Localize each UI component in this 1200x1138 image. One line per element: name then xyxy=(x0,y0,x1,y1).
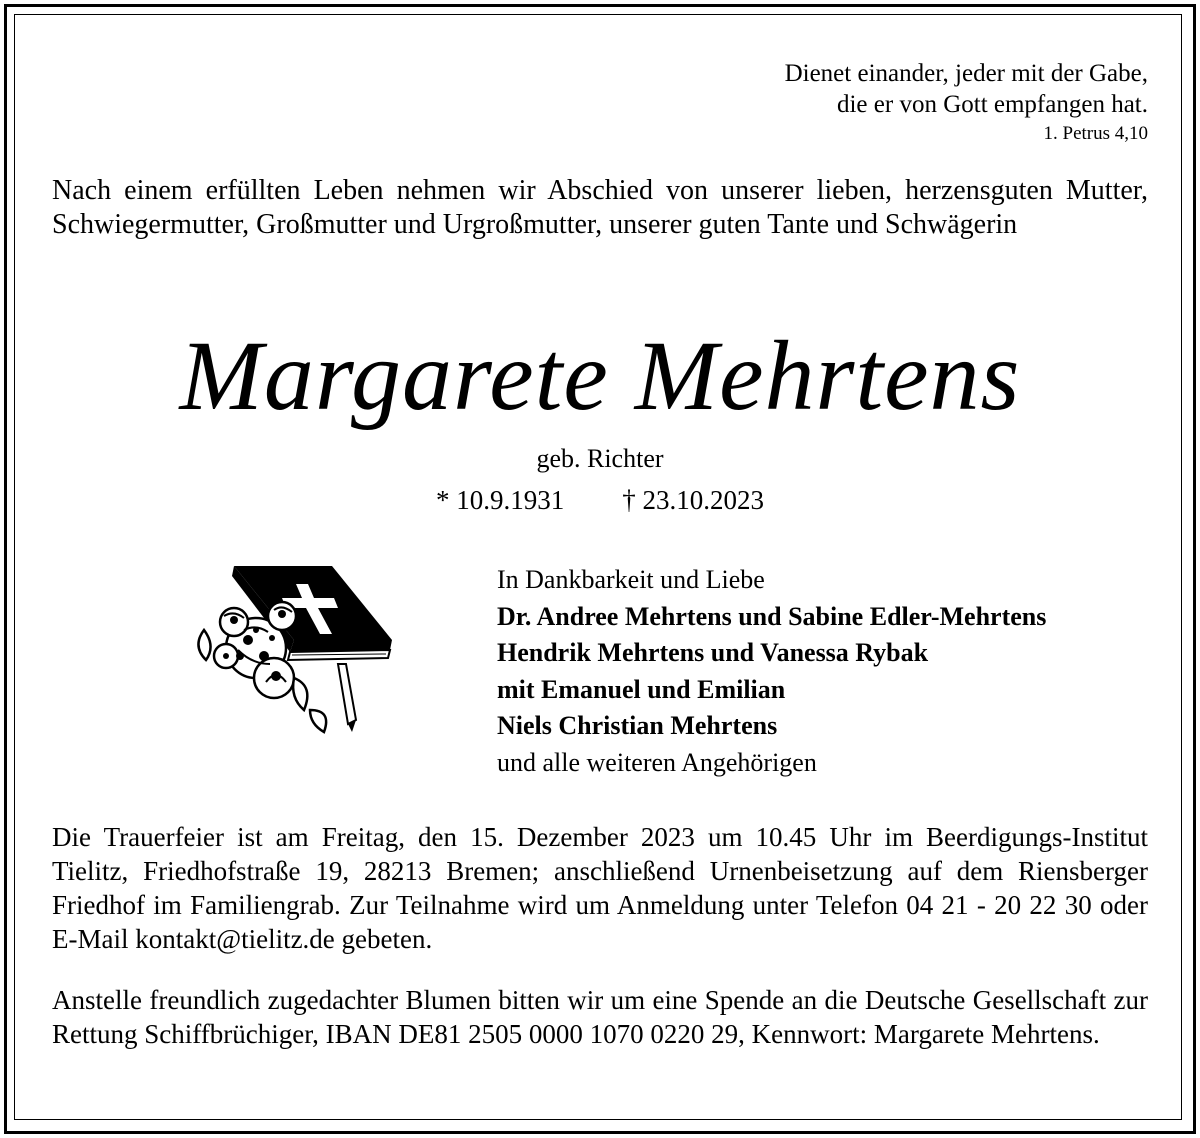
mourner-name: Niels Christian Mehrtens xyxy=(497,711,778,740)
funeral-notice: Die Trauerfeier ist am Freitag, den 15. Dezember 2023 um 10.45 Uhr im Beerdigungs-Institut Tielitz, Friedhofstraße 19, 28213 Bremen; anschließend Urnenbeisetzung auf dem Riensberger Friedhof im Familiengrab. Zur Teilnahme wird um Anmeldung unter Telefon 04 21 - 20 22 30 oder E-Mail kontakt@tielitz.de gebeten. xyxy=(52,822,1148,954)
birth-date: * 10.9.1931 xyxy=(436,485,565,515)
death-date: † 23.10.2023 xyxy=(622,485,764,515)
mourner-name: mit Emanuel und Emilian xyxy=(497,674,786,704)
mourners-block xyxy=(497,562,1046,781)
deceased-name: Margarete Mehrtens xyxy=(179,320,1021,431)
mourner-name: Hendrik Mehrtens und Vanessa Rybak xyxy=(497,638,929,667)
life-dates xyxy=(0,485,1200,516)
mourner-name: Dr. Andree Mehrtens und Sabine Edler-Mehrtens xyxy=(497,601,1047,631)
intro-text: Nach einem erfüllten Leben nehmen wir Abschied von unserer lieben, herzensguten Mutter, Schwiegermutter, Großmutter und Urgroßmutter, unserer guten Tante und Schwägerin xyxy=(52,175,1148,240)
maiden-name: geb. Richter xyxy=(536,444,664,473)
mourners-closing: und alle weiteren Angehörigen xyxy=(497,747,817,777)
mourners-opening: In Dankbarkeit und Liebe xyxy=(497,565,765,594)
verse-line-1: Dienet einander, jeder mit der Gabe, xyxy=(784,60,1148,87)
bible-verse xyxy=(785,58,1148,120)
verse-line-2: die er von Gott empfangen hat. xyxy=(836,91,1148,118)
maiden-name-line xyxy=(0,444,1200,474)
bible-with-cross-and-flowers-icon xyxy=(186,560,394,740)
donation-notice: Anstelle freundlich zugedachter Blumen bitten wir um eine Spende an die Deutsche Gesellschaft zur Rettung Schiffbrüchiger, IBAN DE81 2505 0000 1070 0220 29, Kennwort: Margarete Mehrtens. xyxy=(52,985,1148,1049)
verse-reference: 1. Petrus 4,10 xyxy=(1043,123,1148,144)
